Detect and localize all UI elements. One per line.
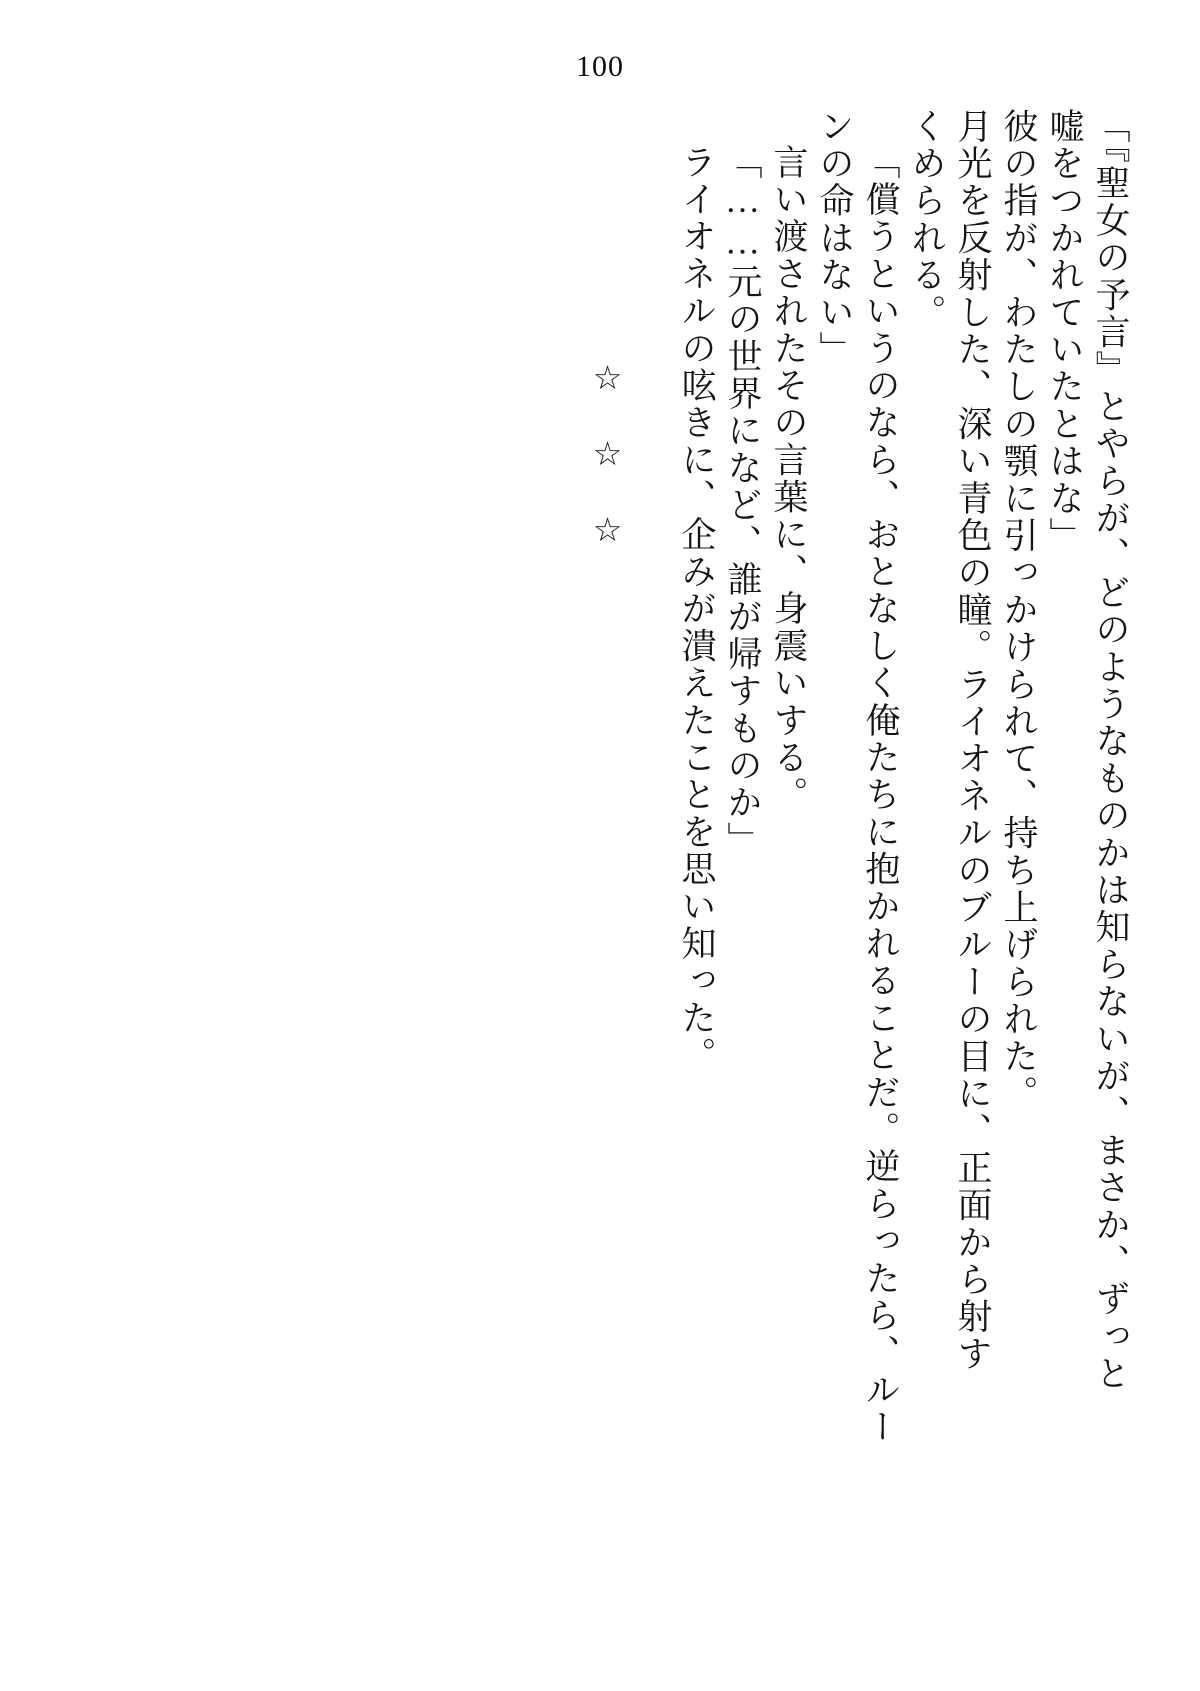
text-column: 言い渡されたその言葉に、身震いする。 xyxy=(769,144,808,814)
scene-break-ornament: ☆ ☆ ☆ xyxy=(588,358,624,551)
text-column: 「……元の世界になど、誰が帰すものか」 xyxy=(723,144,762,859)
page-number: 100 xyxy=(576,50,624,83)
text-column: 嘘をつかれていたとはな」 xyxy=(1045,108,1084,555)
column-gap xyxy=(622,108,668,118)
text-column: くめられる。 xyxy=(907,108,946,332)
text-column: ライオネルの呟きに、企みが潰えたことを思い知った。 xyxy=(677,144,716,1074)
text-column: 彼の指が、わたしの顎に引っかけられて、持ち上げられた。 xyxy=(999,108,1038,1113)
text-column: 「『聖女の予言』とやらが、どのようなものかは知らないが、まさか、ずっと xyxy=(1091,108,1130,1393)
text-column: ンの命はない」 xyxy=(815,108,854,369)
text-column: 月光を反射した、深い青色の瞳。ライオネルのブルーの目に、正面から射す xyxy=(953,108,992,1373)
vertical-text-body xyxy=(72,108,1128,1528)
text-column: 「償うというのなら、おとなしく俺たちに抱かれることだ。逆らったら、ルー xyxy=(861,144,900,1446)
